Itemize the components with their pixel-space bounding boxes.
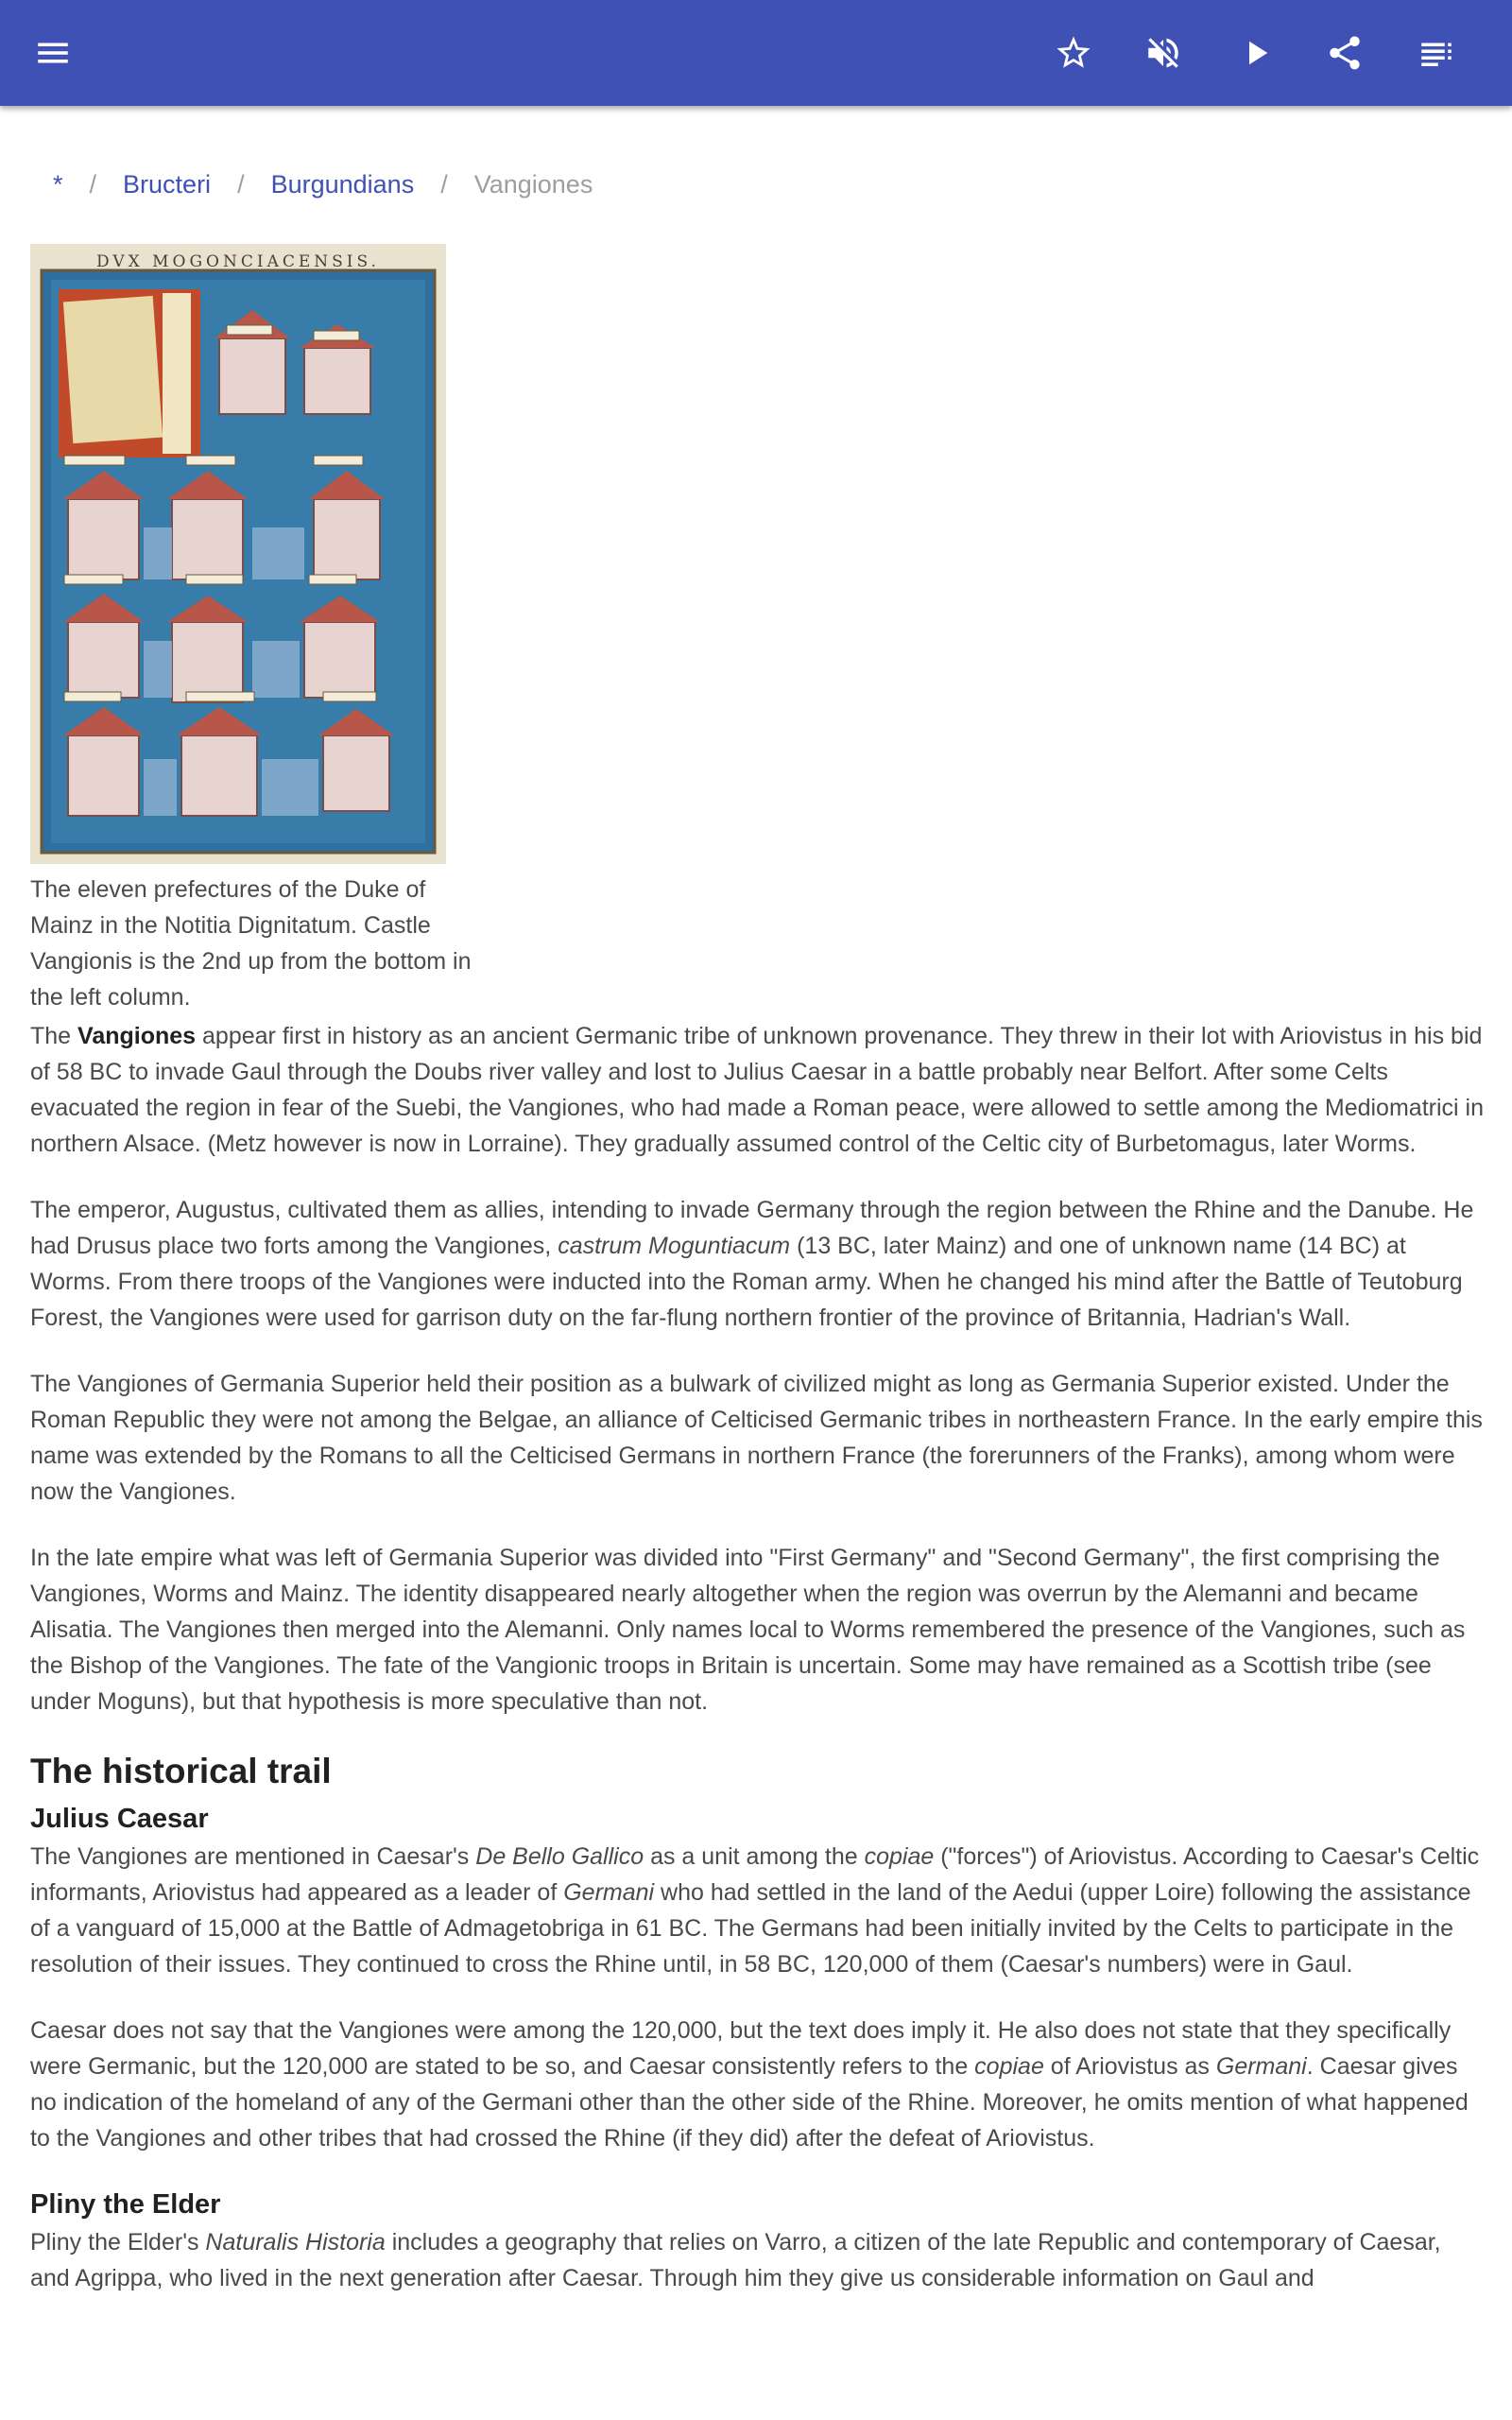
text-run: ("forces") of Ariovistus. According to Caesar's Celtic informants, Ariovistus had appeared as a leader of [30,1843,1480,1906]
text-run: as a unit among the [644,1843,865,1870]
breadcrumb [53,170,593,199]
app-bar [0,0,1512,106]
play-icon[interactable] [1228,25,1284,81]
figure-caption: The eleven prefectures of the Duke of Mainz in the Notitia Dignitatum. Castle Vangionis is the 2nd up from the bottom in the left column. [30,876,472,1011]
list-icon[interactable] [1408,25,1465,81]
subsection-heading-pliny: Pliny the Elder [30,2189,221,2220]
intro-paragraph [30,1018,1486,1162]
breadcrumb-link-burgundians[interactable]: Burgundians [270,170,415,199]
text-run: . Caesar gives no indication of the homeland of any of the Germani other than the other side of the Rhine. Moreover, he omits mention of what happened to the Vangiones and other tribes that had crossed the Rhine (if they did) after the defeat of Ariovistus. [30,2053,1469,2152]
text-run: Caesar does not say that the Vangiones were among the 120,000, but the text does imply it. He also does not state that they specifically were Germanic, but the 120,000 are stated to be so, and Caesar consistently refers to the [30,2017,1452,2080]
article-subject: Vangiones [77,1023,197,1049]
article-body [30,1018,1486,2326]
paragraph-augustus [30,1192,1486,1336]
menu-icon[interactable] [25,25,81,81]
paragraph-pliny-1 [30,2224,1486,2296]
section-heading: The historical trail [30,1752,332,1790]
breadcrumb-separator: / [440,170,448,199]
star-outline-icon[interactable] [1045,25,1102,81]
emphasis: Germani [563,1879,655,1906]
text-run: The emperor, Augustus, cultivated them as allies, intending to invade Germany through the region between the Rhine and the Danube. He had Drusus place two forts among the Vangiones, [30,1197,1474,1259]
article-figure [30,244,472,1015]
text-run: Pliny the Elder's [30,2229,206,2256]
text-run: appear first in history as an ancient Germanic tribe of unknown provenance. They threw in their lot with Ariovistus in his bid of 58 BC to invade Gaul through the Doubs river valley and lost to Julius Caesar in a battle probably near Belfort. After some Celts evacuated the region in fear of the Suebi, the Vangiones, who had made a Roman peace, were allowed to settle among the Mediomatrici in northern Alsace. (Metz however is now in Lorraine). They gradually assumed control of the Celtic city of Burbetomagus, later Worms. [30,1023,1484,1157]
breadcrumb-home-link[interactable]: * [53,170,63,199]
paragraph-caesar-2 [30,2013,1486,2156]
volume-off-icon[interactable] [1135,25,1192,81]
breadcrumb-separator: / [237,170,245,199]
text-run: includes a geography that relies on Varro, a citizen of the late Republic and contemporary of Caesar, and Agrippa, who lived in the next generation after Caesar. Through him they give us considerable information on Gaul and [30,2229,1441,2291]
paragraph-caesar-1 [30,1839,1486,1982]
breadcrumb-separator: / [89,170,97,199]
paragraph-germania-superior: The Vangiones of Germania Superior held their position as a bulwark of civilized might as long as Germania Superior existed. Under the Roman Republic they were not among the Belgae, an alliance of Celticised Germanic tribes in northeastern France. In the early empire this name was extended by the Romans to all the Celticised Germans in northern France (the forerunners of the Franks), among whom were now the Vangiones. [30,1371,1483,1505]
text-run: of Ariovistus as [1043,2053,1216,2080]
manuscript-illustration[interactable] [30,244,446,864]
share-icon[interactable] [1316,25,1373,81]
text-run: who had settled in the land of the Aedui (upper Loire) following the assistance of a vanguard of 15,000 at the Battle of Admagetobriga in 61 BC. The Germans had been initially invited by the Celts to participate in the resolution of their issues. They continued to cross the Rhine until, in 58 BC, 120,000 of them (Caesar's numbers) were in Gaul. [30,1879,1471,1978]
emphasis: copiae [974,2053,1044,2080]
text-run: The Vangiones are mentioned in Caesar's [30,1843,476,1870]
emphasis: copiae [864,1843,935,1870]
emphasis: De Bello Gallico [475,1843,644,1870]
breadcrumb-link-bructeri[interactable]: Bructeri [123,170,212,199]
emphasis: Naturalis Historia [205,2229,386,2256]
emphasis: castrum Moguntiacum [558,1233,791,1259]
manuscript-header: DVX MOGONCIACENSIS. [96,252,380,271]
emphasis: Germani [1215,2053,1307,2080]
paragraph-late-empire: In the late empire what was left of Germania Superior was divided into "First Germany" and "Second Germany", the first comprising the Vangiones, Worms and Mainz. The identity disappeared nearly altogether when the region was overrun by the Alemanni and became Alisatia. The Vangiones then merged into the Alemanni. Only names local to Worms remembered the presence of the Vangiones, such as the Bishop of the Vangiones. The fate of the Vangionic troops in Britain is uncertain. Some may have remained as a Scottish tribe (see under Moguns), but that hypothesis is more speculative than not. [30,1545,1466,1715]
subsection-heading-caesar: Julius Caesar [30,1804,209,1834]
breadcrumb-current: Vangiones [473,170,593,199]
text-run: The [30,1023,78,1049]
text-run: (13 BC, later Mainz) and one of unknown name (14 BC) at Worms. From there troops of the Vangiones were inducted into the Roman army. When he changed his mind after the Battle of Teutoburg Forest, the Vangiones were used for garrison duty on the far-flung northern frontier of the province of Britannia, Hadrian's Wall. [30,1233,1463,1331]
